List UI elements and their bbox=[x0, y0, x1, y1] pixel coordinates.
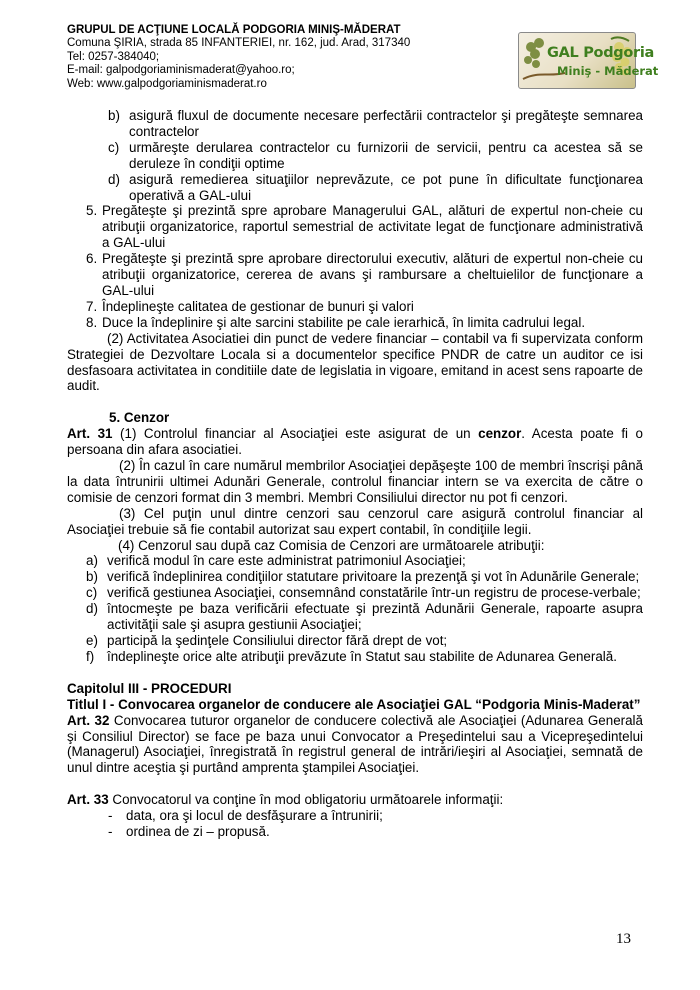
gal-logo bbox=[518, 32, 659, 89]
list-item-text: Pregăteşte şi prezintă spre aprobare Managerului GAL, alături de expertul non-cheie cu atribuţii organizatorice, raportul semestrial de activitate legat de funcţionare administrativă a GAL-ului bbox=[102, 203, 643, 251]
list-item-text: urmăreşte derularea contractelor cu furnizorii de servicii, pentru ca acestea să se deruleze în condiţii optime bbox=[129, 139, 643, 171]
article-31-paragraph-3: (3) Cel puţin unul dintre cenzori sau cenzorul care asigură controlul financiar al Asociaţiei trebuie să fie contabil autorizat sau expert contabil, în condiţiile legii. bbox=[67, 505, 643, 537]
logo-text-line2: Miniş - Măderat bbox=[557, 64, 659, 78]
list-item-text: asigură fluxul de documente necesare perfectării contractelor şi pregăteşte semnarea contractelor bbox=[129, 108, 643, 139]
list-item-label: e) bbox=[86, 633, 98, 648]
list-item bbox=[67, 315, 643, 331]
letterhead bbox=[67, 24, 527, 91]
article-text: Convocarea tuturor organelor de conducere colectivă ale Asociaţiei (Adunarea Generală şi Consiliul Director) se face pe baza unui Convocator a Preşedintelui sau a Vicepreşedintelui (Managerul) Asociaţiei, înregistrată în registrul general de intrări/ieşiri al Asociaţiei, semnată de unul dintre aceştia şi purtând amprenta ştampilei Asociaţiei. bbox=[67, 712, 643, 776]
organization-address: Comuna ŞIRIA, strada 85 INFANTERIEI, nr. 162, jud. Arad, 317340 bbox=[67, 37, 411, 50]
organization-name: GRUPUL DE ACŢIUNE LOCALĂ PODGORIA MINIŞ-MĂDERAT bbox=[67, 24, 401, 36]
numbered-list bbox=[67, 203, 643, 330]
article-32 bbox=[67, 713, 643, 777]
list-item-label: 6. bbox=[86, 251, 98, 267]
cenzor-duties-list bbox=[67, 553, 643, 664]
article-31-paragraph-2: (2) În cazul în care numărul membrilor Asociaţiei depăşeşte 100 de membri înscrişi până la data întrunirii ultimei Adunări Generale, controlul financiar intern se va exercita de către o comisie de cenzori format din 3 membri. Membri Consiliului director nu pot fi cenzori. bbox=[67, 458, 643, 505]
list-item bbox=[67, 140, 643, 172]
article-31-paragraph-1 bbox=[67, 426, 643, 458]
list-item-label: c) bbox=[108, 139, 120, 155]
list-item-label: b) bbox=[86, 569, 98, 585]
chapter-heading bbox=[67, 681, 643, 697]
page-number: 13 bbox=[616, 931, 631, 947]
article-label: Art. 33 bbox=[67, 792, 109, 808]
article-label: Art. 32 bbox=[67, 712, 110, 728]
list-item bbox=[67, 808, 643, 824]
organization-website: Web: www.galpodgoriaminismaderat.ro bbox=[67, 77, 267, 90]
list-item-label: a) bbox=[86, 553, 98, 569]
list-item bbox=[67, 649, 643, 665]
list-item bbox=[67, 299, 643, 315]
list-item-label: 8. bbox=[86, 314, 98, 330]
list-item-label: 7. bbox=[86, 298, 98, 314]
convocator-info-list bbox=[67, 808, 643, 840]
article-31-paragraph-4: (4) Cenzorul sau după caz Comisia de Cenzori are următoarele atribuţii: bbox=[118, 537, 545, 553]
list-item-text: participă la şedinţele Consiliului director fără drept de vot; bbox=[107, 633, 448, 648]
list-item-text: verifică îndeplinirea condiţiilor statutare privitoare la prezenţă şi vot în Adunările Generale; bbox=[107, 569, 640, 585]
list-item bbox=[67, 203, 643, 251]
title-text: Titlul I - Convocarea organelor de conducere ale Asociaţiei GAL “Podgoria Minis-Maderat” bbox=[67, 696, 641, 712]
list-item bbox=[67, 569, 643, 585]
logo-text-line1: GAL Podgoria bbox=[547, 45, 655, 61]
list-item-label: b) bbox=[108, 108, 120, 123]
list-item-text: data, ora şi locul de desfăşurare a întrunirii; bbox=[126, 808, 383, 824]
list-item-label: 5. bbox=[86, 203, 98, 219]
article-text: Convocatorul va conţine în mod obligatoriu următoarele informaţii: bbox=[108, 792, 504, 808]
list-item-text: verifică modul în care este administrat patrimoniul Asociaţiei; bbox=[107, 553, 466, 569]
list-item-text: îndeplineşte orice alte atribuţii prevăzute în Statut sau stabilite de Adunarea Generală. bbox=[107, 648, 617, 664]
list-item-label: d) bbox=[108, 171, 120, 187]
chapter-title: Capitolul III - PROCEDURI bbox=[67, 680, 232, 696]
article-text: . Acesta poate fi o persoana din afara asociatiei. bbox=[67, 426, 643, 458]
section-heading: 5. Cenzor bbox=[109, 410, 170, 426]
list-item-text: întocmeşte pe baza verificării efectuate şi prezintă Adunării Generale, rapoarte asupra activităţii sale şi asupra gestiunii Asociaţiei; bbox=[107, 601, 643, 633]
list-item bbox=[67, 633, 643, 649]
list-item-label: c) bbox=[86, 585, 98, 601]
paragraph-audit: (2) Activitatea Asociatiei din punct de vedere financiar – contabil va fi supervizata conform Strategiei de Dezvoltare Locala si a documentelor specifice PNDR de catre un auditor ce isi desfasoara activitatea in conditiile date de legislatia in vigoare, emitand in acest sens rapoarte de audit. bbox=[67, 330, 643, 394]
list-item bbox=[67, 553, 643, 569]
title-heading bbox=[67, 697, 643, 713]
list-item-text: ordinea de zi – propusă. bbox=[126, 824, 270, 840]
list-item bbox=[67, 251, 643, 299]
document-body bbox=[67, 108, 643, 840]
list-item-label: - bbox=[108, 808, 113, 824]
list-item bbox=[67, 172, 643, 204]
list-item-text: asigură remedierea situaţiilor neprevăzute, ce pot pune în dificultate funcţionarea operativă a GAL-ului bbox=[129, 171, 643, 203]
list-item bbox=[67, 108, 643, 140]
article-label: Art. 31 bbox=[67, 426, 113, 442]
sub-list-bcd bbox=[67, 108, 643, 203]
organization-email: E-mail: galpodgoriaminismaderat@yahoo.ro; bbox=[67, 64, 295, 77]
list-item bbox=[67, 824, 643, 840]
list-item-text: Duce la îndeplinire şi alte sarcini stabilite pe cale ierarhică, în limita cadrului legal. bbox=[102, 314, 586, 330]
list-item bbox=[67, 585, 643, 601]
list-item bbox=[67, 601, 643, 633]
organization-phone: Tel: 0257-384040; bbox=[67, 50, 160, 63]
bold-term: cenzor bbox=[478, 426, 522, 442]
article-text: (1) Controlul financiar al Asociaţiei este asigurat de un bbox=[112, 426, 479, 442]
list-item-label: f) bbox=[86, 648, 95, 664]
list-item-label: - bbox=[108, 824, 113, 840]
list-item-label: d) bbox=[86, 601, 98, 617]
list-item-text: verifică gestiunea Asociaţiei, consemnând constatările într-un registru de procese-verbale; bbox=[107, 585, 641, 601]
article-33 bbox=[67, 792, 643, 808]
list-item-text: Pregăteşte şi prezintă spre aprobare directorului executiv, alături de expertul non-cheie cu atribuţii organizatorice, cererea de avans şi rambursare a cheltuielilor de funcţionare a GAL-ului bbox=[102, 251, 643, 298]
list-item-text: Îndeplineşte calitatea de gestionar de bunuri şi valori bbox=[102, 298, 414, 314]
